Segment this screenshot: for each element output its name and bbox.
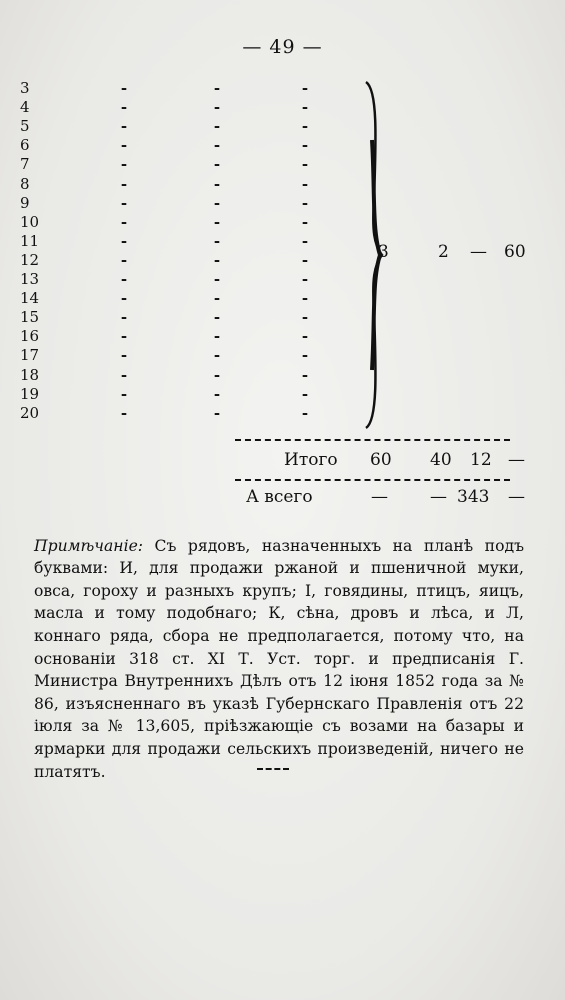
row-number: 18 [20, 365, 40, 384]
row-dash: - [213, 79, 221, 97]
table-row [20, 327, 350, 345]
row-number: 12 [20, 250, 40, 269]
row-dash: - [120, 270, 128, 288]
brace-value: 60 [504, 242, 526, 262]
grand-total-label: А всего [246, 487, 313, 507]
row-number: 17 [20, 346, 40, 365]
row-dash: - [120, 250, 128, 269]
table-rule [235, 439, 510, 441]
brace-value: 3 [378, 242, 389, 262]
row-dash: - [120, 136, 128, 155]
row-dash: - [213, 365, 221, 384]
row-dash: - [213, 174, 221, 193]
table-row [20, 175, 350, 193]
row-number: 9 [20, 193, 30, 212]
grand-total-value: — [430, 487, 447, 507]
table-row [20, 366, 350, 384]
row-dash: - [120, 346, 128, 365]
table-row [20, 404, 350, 422]
row-number: 15 [20, 308, 40, 327]
note-label: Примѣчаніе: [34, 536, 144, 555]
row-number: 13 [20, 270, 40, 288]
row-dash: - [301, 155, 309, 174]
row-dash: - [301, 308, 309, 327]
row-dash: - [301, 250, 309, 269]
row-dash: - [301, 384, 309, 403]
row-number: 8 [20, 174, 30, 193]
row-dash: - [301, 231, 309, 250]
row-number: 11 [20, 231, 40, 250]
brace-value: 2 [438, 242, 449, 262]
row-dash: - [120, 403, 128, 422]
table-row [20, 155, 350, 173]
row-dash: - [301, 403, 309, 422]
row-number: 10 [20, 212, 40, 231]
table-row [20, 98, 350, 116]
row-dash: - [120, 327, 128, 346]
row-dash: - [213, 270, 221, 288]
row-dash: - [301, 346, 309, 365]
row-dash: - [213, 212, 221, 231]
page-number: — 49 — [242, 36, 323, 58]
row-number: 3 [20, 79, 30, 97]
row-dash: - [301, 117, 309, 136]
row-dash: - [301, 289, 309, 308]
row-dash: - [120, 79, 128, 97]
row-number: 5 [20, 117, 30, 136]
table-row [20, 232, 350, 250]
row-dash: - [213, 403, 221, 422]
note-paragraph [34, 535, 524, 784]
row-number: 14 [20, 289, 40, 308]
row-dash: - [301, 98, 309, 117]
grand-total-value: — [508, 487, 525, 507]
row-dash: - [120, 117, 128, 136]
row-dash: - [301, 270, 309, 288]
row-dash: - [120, 289, 128, 308]
row-dash: - [120, 231, 128, 250]
brace-values [378, 240, 528, 264]
row-dash: - [120, 193, 128, 212]
table-row [20, 270, 350, 288]
row-dash: - [301, 212, 309, 231]
row-dash: - [120, 308, 128, 327]
table-row [20, 385, 350, 403]
table-row [20, 289, 350, 307]
row-dash: - [213, 117, 221, 136]
row-dash: - [213, 136, 221, 155]
brace-value: — [470, 242, 487, 262]
table-row [20, 117, 350, 135]
row-number: 4 [20, 98, 30, 117]
row-number: 19 [20, 384, 40, 403]
table-rule [235, 479, 510, 481]
row-dash: - [301, 327, 309, 346]
table-row [20, 79, 350, 97]
row-dash: - [301, 365, 309, 384]
row-dash: - [213, 155, 221, 174]
row-number: 6 [20, 136, 30, 155]
table-row [20, 251, 350, 269]
total-value: 12 [470, 450, 492, 470]
total-label: Итого [284, 450, 338, 470]
row-number: 7 [20, 155, 30, 174]
row-dash: - [120, 365, 128, 384]
row-dash: - [120, 384, 128, 403]
row-dash: - [213, 346, 221, 365]
row-dash: - [213, 231, 221, 250]
row-dash: - [213, 327, 221, 346]
grand-total-value: 343 [457, 487, 490, 507]
total-value: 60 [370, 450, 392, 470]
row-dash: - [213, 289, 221, 308]
total-value: — [508, 450, 525, 470]
row-number: 20 [20, 403, 40, 422]
grand-total-value: — [371, 487, 388, 507]
total-value: 40 [430, 450, 452, 470]
row-dash: - [301, 193, 309, 212]
table-row [20, 136, 350, 154]
row-dash: - [120, 155, 128, 174]
row-dash: - [213, 98, 221, 117]
end-mark [257, 768, 289, 770]
row-dash: - [213, 308, 221, 327]
row-dash: - [120, 174, 128, 193]
row-dash: - [120, 98, 128, 117]
row-dash: - [301, 79, 309, 97]
table-row [20, 213, 350, 231]
row-dash: - [213, 384, 221, 403]
row-dash: - [301, 136, 309, 155]
table-row [20, 194, 350, 212]
table-row [20, 346, 350, 364]
row-dash: - [301, 174, 309, 193]
row-dash: - [213, 250, 221, 269]
table-row [20, 308, 350, 326]
grand-total-row [0, 485, 565, 509]
row-dash: - [120, 212, 128, 231]
row-dash: - [213, 193, 221, 212]
note-text: Съ рядовъ, назначенныхъ на планѣ подъ буквами: И, для продажи ржаной и пшеничной муки, овса, гороху и разныхъ крупъ; І, говядины, птицъ, яицъ, масла и тому подобнаго; К, сѣна, дровъ и лѣса, и Л, коннаго ряда, сбора не предполагается, потому что, на основаніи 318 ст. XI Т. Уст. торг. и предписанія Г. Министра Внутреннихъ Дѣлъ отъ 12 іюня 1852 года за № 86, изъясненнаго въ указѣ Губернскаго Правленія отъ 22 іюля за № 13,605, пріѣзжающіе съ возами на базары и ярмарки для продажи сельскихъ произведеній, ничего не платятъ. [34, 536, 524, 781]
row-number: 16 [20, 327, 40, 346]
total-row [0, 448, 565, 472]
